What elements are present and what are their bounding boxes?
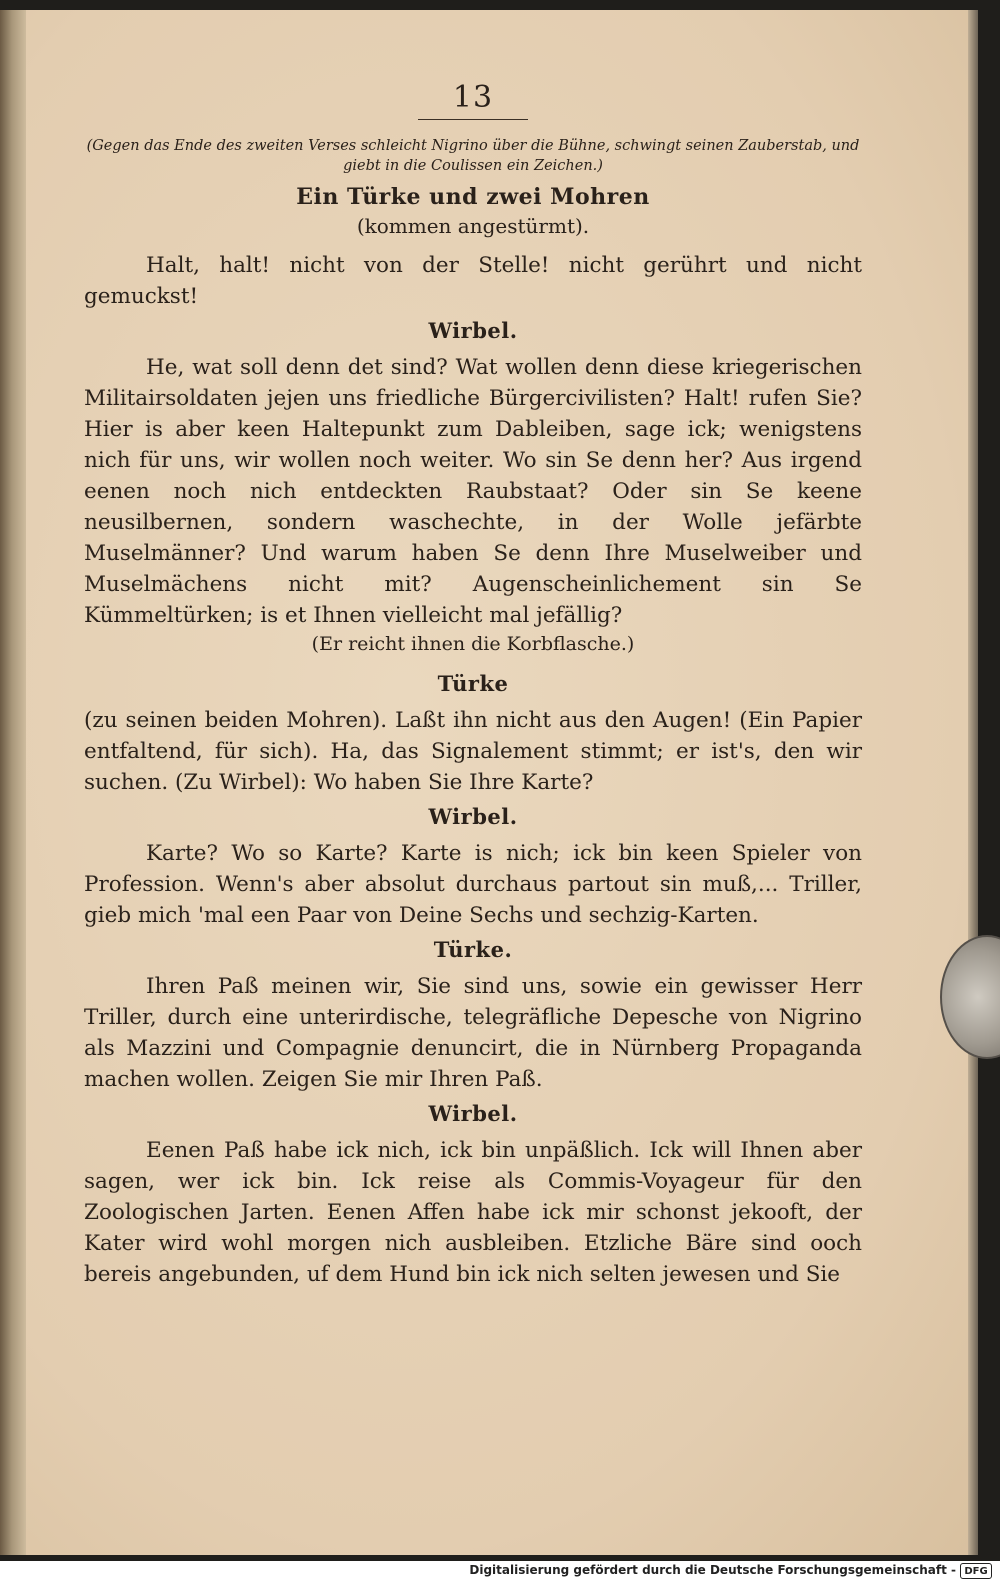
page-number-rule	[418, 119, 528, 120]
page-right-edge	[968, 10, 978, 1555]
dialogue-paragraph: Eenen Paß habe ick nich, ick bin unpäßlich. Ick will Ihnen aber sagen, wer ick bin. Ick reise als Commis-Voyageur für den Zoologischen Jarten. Eenen Affen habe ick mir schonst jekooft, der Kater wird wohl morgen nich ausbleiben. Etzliche Bäre sind ooch bereis angebunden, uf dem Hund bin ick nich selten jewesen und Sie	[84, 1138, 862, 1287]
speaker-name: Türke	[437, 671, 509, 696]
dialogue-paragraph: Ihren Paß meinen wir, Sie sind uns, sowie ein gewisser Herr Triller, durch eine unterirdische, telegräfliche Depesche von Nigrino als Mazzini und Compagnie denuncirt, die in Nürnberg Propaganda machen wollen. Zeigen Sie mir Ihren Paß.	[84, 974, 862, 1092]
dialogue-paragraph: Karte? Wo so Karte? Karte is nich; ick bin keen Spieler von Profession. Wenn's aber absolut durchaus partout sin muß,... Triller, gieb mich 'mal een Paar von Deine Sechs und sechzig-Karten.	[84, 841, 862, 928]
entrance-subheading: (kommen angestürmt).	[356, 214, 590, 238]
footer-credit: Digitalisierung gefördert durch die Deutsche Forschungsgemeinschaft -	[469, 1563, 956, 1577]
stage-direction: (Gegen das Ende des zweiten Verses schleicht Nigrino über die Bühne, schwingt seinen Zauberstab, und giebt in die Coulissen ein Zeichen.)	[86, 138, 860, 174]
entrance-heading: Ein Türke und zwei Mohren	[296, 184, 650, 210]
dialogue-body	[84, 250, 862, 1290]
dialogue-paragraph: Halt, halt! nicht von der Stelle! nicht gerührt und nicht gemuckst!	[84, 253, 862, 309]
speaker-name: Wirbel.	[428, 318, 518, 343]
speaker-name: Türke.	[433, 937, 513, 962]
stage-direction: (Er reicht ihnen die Korbflasche.)	[311, 633, 635, 655]
page-number: 13	[452, 80, 494, 115]
dfg-logo: DFG	[960, 1563, 992, 1579]
speaker-name: Wirbel.	[428, 1101, 518, 1126]
page-content	[84, 80, 862, 1290]
speaker-name: Wirbel.	[428, 804, 518, 829]
dialogue-paragraph: He, wat soll denn det sind? Wat wollen denn diese kriegerischen Militairsoldaten jejen uns friedliche Bürgercivilisten? Halt! rufen Sie? Hier is aber keen Haltepunkt zum Dableiben, sage ick; wenigstens nich für uns, wir wollen noch weiter. Wo sin Se denn her? Aus irgend eenen noch nich entdeckten Raubstaat? Oder sin Se keene neusilbernen, sondern waschechte, in der Wolle jefärbte Muselmänner? Und warum haben Se denn Ihre Muselweiber und Muselmächens nicht mit? Augenscheinlichement sin Se Kümmeltürken; is et Ihnen vielleicht mal jefällig?	[84, 355, 862, 628]
dialogue-paragraph: (zu seinen beiden Mohren). Laßt ihn nicht aus den Augen! (Ein Papier entfaltend, für sich). Ha, das Signalement stimmt; er ist's, den wir suchen. (Zu Wirbel): Wo haben Sie Ihre Karte?	[84, 708, 862, 795]
